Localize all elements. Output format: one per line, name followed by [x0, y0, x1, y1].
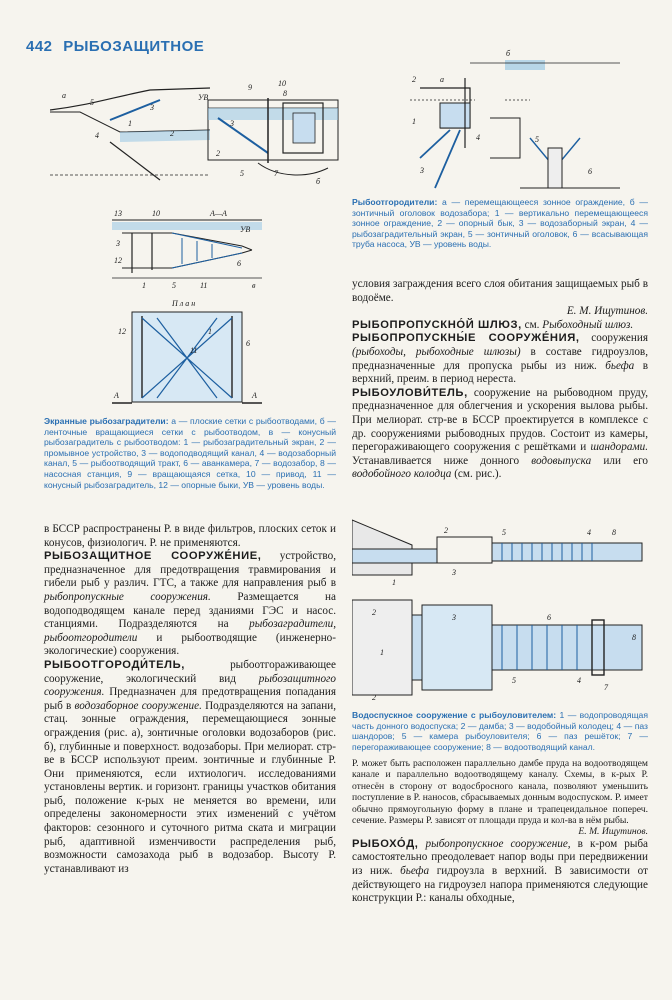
page-number: 442 — [26, 38, 53, 55]
fig-label: 3 — [150, 103, 154, 112]
fig-label: 1 — [380, 648, 384, 657]
paragraph: в БССР распространены Р. в виде фильтров, плоских сеток и конусов, физиологич. Р. не применяются. — [44, 523, 336, 549]
fig-label: 1 — [142, 281, 146, 290]
fig-label: 3 — [420, 166, 424, 175]
fig-label: 10 — [278, 79, 286, 88]
figure-screen-a — [50, 80, 210, 185]
fig-label: 5 — [172, 281, 176, 290]
fig-label: 5 — [502, 528, 506, 537]
fig-label: 8 — [632, 633, 636, 642]
figure-screen-v — [112, 208, 262, 293]
figure-screen-b — [198, 78, 348, 188]
running-title: РЫБОЗАЩИТНОЕ — [63, 38, 205, 55]
figure-screen-plan — [112, 298, 262, 413]
page-header — [26, 38, 204, 55]
right-column-bottom — [352, 758, 648, 906]
fig-label: 2 — [372, 608, 376, 617]
entry-term: РЫБОЗАЩИТНОЕ СООРУЖЕ́НИЕ, — [44, 550, 262, 563]
right-column-top — [352, 278, 648, 482]
fig-label: 1 — [412, 117, 416, 126]
figure-sluice — [352, 505, 652, 705]
entry-rybouloviteli: РЫБОУЛОВИ́ТЕЛЬ, сооружение на рыбоводном пруду, предназначенное для облегчения и ускорения вылова рыбы. При мелиорат. стр-ве в БССР проектируется в комплексе с др. сооружениями рыбоводных прудов. Состоит из камеры, перегораживающего сооружения с решётками и шандорами. Устанавливается ниже донного водовыпуска или его водобойного колодца (см. рис.). — [352, 386, 649, 481]
fig-label: 2 — [412, 75, 416, 84]
entry-rybohod: РЫБОХО́Д, рыбопропускное сооружение, в к-ром рыба самостоятельно преодолевает напор воды при передвижении из ниж. бьефа гидроузла в верхний. В зависимости от действующего на гидроузел напора применяются следующие конструкции Р.: каналы обходные, — [352, 837, 649, 905]
fig-label: 1 — [208, 327, 212, 336]
fig-label: A—A — [210, 209, 227, 218]
fig-label: 11 — [200, 281, 208, 290]
signature: Е. М. Ищутинов. — [578, 826, 648, 838]
fig-label: A — [252, 391, 257, 400]
fig-label: 5 — [240, 169, 244, 178]
fig-label: 1 — [128, 119, 132, 128]
left-column — [44, 523, 336, 876]
signature: Е. М. Ищутинов. — [566, 305, 648, 318]
fig-label: 13 — [114, 209, 122, 218]
fig-label: A — [114, 391, 119, 400]
fig-label: 3 — [452, 568, 456, 577]
entry-shluz: РЫБОПРОПУСКНО́Й ШЛЮЗ, см. Рыбоходный шлюз. — [352, 318, 634, 331]
fig-label: 10 — [152, 209, 160, 218]
fig-label: 12 — [118, 327, 126, 336]
fig-label: 2 — [372, 693, 376, 702]
entry-rybozaschitnoe: РЫБОЗАЩИТНОЕ СООРУЖЕ́НИЕ, устройство, предназначенное для предотвращения травмирования и гибели рыб у различ. ГТС, а также для направления рыб в рыбопропускные сооружения. Размещается на водоподводящем канале перед зданиями ГЭС и насос. станциями. Подразделяются на рыбозаградители, рыбоотгородители и рыбоотводящие (инженерно-экологические) сооружения. — [44, 550, 336, 658]
fig-label: 5 — [535, 135, 539, 144]
fig-label: 6 — [246, 339, 250, 348]
fig-label: б — [506, 49, 511, 58]
fig-label: 7 — [604, 683, 608, 692]
fig-label: 4 — [476, 133, 480, 142]
paragraph: условия заграждения всего слоя обитания защищаемых рыб в водоёме. Е. М. Ищутинов. — [352, 278, 648, 318]
fig-label: 5 — [90, 98, 94, 107]
fig-label: 8 — [612, 528, 616, 537]
entry-sooruzheniya: РЫБОПРОПУСКНЫ́Е СООРУЖЕ́НИЯ, сооружения (рыбоходы, рыбоходные шлюзы) в составе гидроузлов, предназначенные для пропуска рыбы из ниж. бьефа в верхний, преим. в период нереста. — [352, 332, 648, 386]
caption-screens: Экранные рыбозаградители: а — плоские сетки с рыбоотводами, б — ленточные вращающиеся сетки с рыбоотводом, в — конусный рыбозаградитель с рыбоотводом: 1 — рыбозаградительный экран, 2 — промывное устройство, 3 — водоподводящий канал, 4 — водозаборный канал, 5 — рыбоотводящий тракт, 6 — аванкамера, 7 — водозабор, 8 — насосная станция, 9 — вращающаяся сетка, 10 — привод, 11 — конусный рыбозаградитель, 12 — опорные быки, УВ — уровень воды. — [44, 416, 336, 490]
fig-label: УВ — [198, 93, 209, 102]
fig-label: a — [440, 75, 444, 84]
fig-label: 6 — [588, 167, 592, 176]
fig-label: 9 — [248, 83, 252, 92]
fig-label: 4 — [577, 676, 581, 685]
fig-label: 5 — [512, 676, 516, 685]
entry-term: РЫБООТГОРОДИ́ТЕЛЬ, — [44, 658, 185, 671]
fig-label: 1 — [392, 578, 396, 587]
fig-label: 6 — [547, 613, 551, 622]
fig-label: 3 — [452, 613, 456, 622]
fig-label: 2 — [216, 149, 220, 158]
fig-label: б — [316, 177, 321, 186]
fig-label: П л а н — [172, 299, 196, 308]
fig-label: 6 — [237, 259, 241, 268]
fig-label: в — [252, 281, 256, 290]
fig-label: 7 — [274, 169, 278, 178]
small-text: Р. может быть расположен параллельно дамбе пруда на водоотводящем канале и параллельно водоотводящему каналу. Схемы, в к-рых Р. отнесён в сторону от водосбросного канала, позволяют уменьшить поступление в Р. наносов, сбрасываемых донным водоспуском. Р. имеет обычно прямоугольную форму в плане и трапецеидальное попереч. сечение. Размеры Р. зависят от площади пруда и кол-ва в нём рыбы. Е. М. Ищутинов. — [352, 758, 648, 838]
caption-fencers: Рыбоотгородители: а — перемещающееся зонное ограждение, б — зонтичный оголовок водозабора; 1 — вертикально перемещающееся зонное ограждение, 2 — опорный бык, 3 — водозаборный экран, 4 — рыбозаградительный экран, 5 — зонтичный оголовок, 6 — всасывающая труба насоса, УВ — уровень воды. — [352, 197, 648, 250]
fig-label: 11 — [190, 346, 198, 355]
entry-ryboot: РЫБООТГОРОДИ́ТЕЛЬ, рыбоотгораживающее сооружение, экологический вид рыбозащитного сооружения. Предназначен для предотвращения попадания рыб в водозаборное сооружение. Подразделяются на запани, стац. зонные ограждения, перемещающиеся зонные ограждения (рис. а), зонтичные оголовки водозаборов (рис. б), глубинные и поверхност. водозаборы. При мелиорат. стр-ве в БССР используют преим. зонтичные и глубинные Р. Они применяются, если ихтиологич. исследованиями установлены вертик. и горизонт. границы участков обитания рыб, положение к-рых не меняется во времени, или определены закономерности этих изменений с учётом факторов: сезонного и суточного ритма ската и миграции рыб, адаптивной изменчивости распределения рыб, возможности самозахода рыб в водозабор. Высоту Р. устанавливают из — [44, 658, 337, 875]
fig-label: 4 — [95, 131, 99, 140]
fig-label: a — [62, 91, 66, 100]
figure-fencers — [410, 48, 630, 193]
fig-label: 3 — [230, 119, 234, 128]
fig-label: УВ — [240, 225, 251, 234]
fig-label: 12 — [114, 256, 122, 265]
fig-label: 2 — [170, 129, 174, 138]
fig-label: 3 — [116, 239, 120, 248]
fig-label: 2 — [444, 526, 448, 535]
fig-label: 4 — [587, 528, 591, 537]
fig-label: 8 — [283, 89, 287, 98]
caption-sluice: Водоспускное сооружение с рыбоуловителем: 1 — водопроводящая часть донного водоспуска; 2 — дамба; 3 — водобойный колодец; 4 — паз шандоров; 5 — камера рыбоуловителя; 6 — паз решёток; 7 — перегораживающее сооружение; 8 — водоотводящий канал. — [352, 710, 648, 752]
